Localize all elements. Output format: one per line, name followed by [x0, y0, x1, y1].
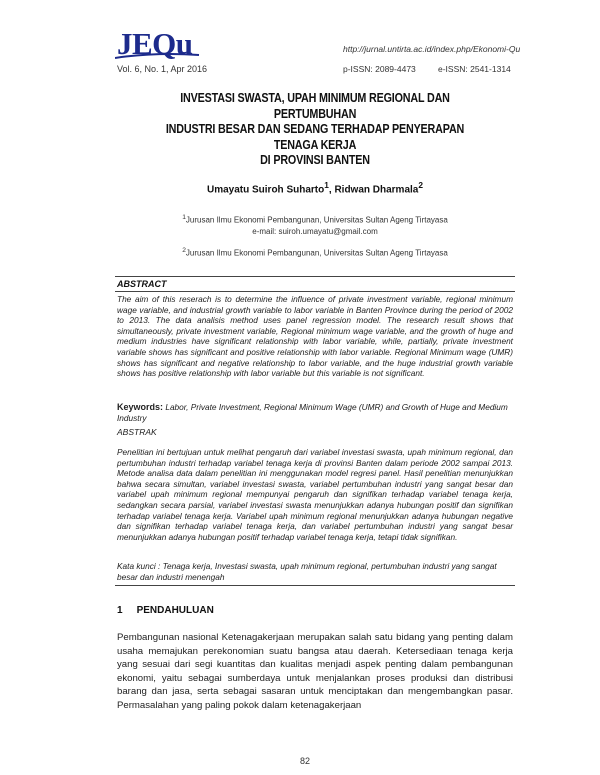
- author-sup: 2: [418, 180, 423, 190]
- author-email[interactable]: e-mail: suiroh.umayatu@gmail.com: [252, 226, 378, 236]
- e-issn: e-ISSN: 2541-1314: [438, 64, 511, 74]
- section-number: 1: [117, 605, 123, 616]
- volume-info: Vol. 6, No. 1, Apr 2016: [117, 64, 208, 74]
- keywords: [117, 402, 513, 423]
- keywords-text: Labor, Private Investment, Regional Minimum Wage (UMR) and Growth of Huge and Medium Industry: [117, 402, 508, 423]
- affiliation-1: [120, 212, 510, 237]
- title-line: INVESTASI SWASTA, UPAH MINIMUM REGIONAL DAN PERTUMBUHAN: [180, 91, 450, 121]
- journal-url[interactable]: http://jurnal.untirta.ac.id/index.php/Ekonomi-Qu: [343, 44, 521, 54]
- author-name: Umayatu Suiroh Suharto: [206, 184, 325, 196]
- p-issn: p-ISSN: 2089-4473: [343, 64, 416, 74]
- divider: [115, 291, 515, 292]
- kata-kunci: Kata kunci : Tenaga kerja, Investasi swasta, upah minimum regional, pertumbuhan industri yang sangat besar dan industri menengah: [117, 561, 497, 582]
- journal-logo: JEQu: [117, 26, 193, 61]
- page-number: 82: [300, 756, 311, 766]
- title-line: INDUSTRI BESAR DAN SEDANG TERHADAP PENYERAPAN TENAGA KERJA: [165, 122, 465, 152]
- author-sup: 1: [324, 180, 329, 190]
- affiliation-sup: 2: [182, 247, 186, 254]
- abstrak-text: Penelitian ini bertujuan untuk melihat pengaruh dari variabel investasi swasta, upah minimum regional, dan pertumbuhan industri terhadap variabel tenaga kerja di provinsi Banten dalam periode 2002 sampai 2013. Metode analisa data dalam penelitian ini menggunakan model regresi panel. Hasil penelitian menunjukkan bahwa secara simultan, variabel investasi swasta, variabel pertumbuhan industri yang sangat besar dan variabel upah minimum regional mempunyai pengaruh dan signifikan terhadap variabel tenaga kerja, sedangkan secara parsial, variabel investasi swasta menunjukkan adanya hubungan positif dan signifikan terhadap variabel tenaga kerja. Variabel upah minimum regional menunjukkan adanya hubungan negative dan signifikan terhadap variabel tenaga kerja, dan variabel pertumbuhan industri yang sangat besar menunjukkan adanya hubungan positif terhadap variabel tenaga kerja, tetapi tidak signifikan.: [117, 447, 513, 542]
- section-body: Pembangunan nasional Ketenagakerjaan merupakan salah satu bidang yang penting dalam usaha memajukan perekonomian suatu bangsa atau daerah. Ketersediaan tenaga kerja yang sesuai dari segi kuantitas dan kualitas menjadi aspek penting dalam pembangunan ekonomi, yaitu sebagai sumberdaya untuk menjalankan proses produksi dan distribusi barang dan jasa, serta sebagai sasaran untuk menciptakan dan mengembangkan pasar. Permasalahan yang paling pokok dalam ketenagakerjaan: [117, 632, 513, 711]
- section-title: PENDAHULUAN: [136, 605, 214, 616]
- article-title: [147, 91, 482, 169]
- abstrak-heading: ABSTRAK: [117, 427, 157, 437]
- abstract-text: The aim of this reserach is to determine the influence of private investment variable, regional minimum wage variable, and industrial growth variable to labor variable in Banten Province during the period of 2002 to 2013. The data analisis method uses panel regression model. The research result shows that simultaneously, private investment variable, Regional minimum wage variable, and the growth of huge and medium industries have significant relationship with labor variable, while, partially, private investment variable shows has significant and positive relationship with labor variable. Regional Minimum wage (UMR) shows has significant and negative relationship to labor variable, and the huge industrial growth variable shows has positive relationship with labor variable but this variable is not significant.: [117, 294, 513, 379]
- authors: [120, 180, 510, 195]
- keywords-label: Keywords:: [117, 402, 164, 412]
- affiliation-2: [120, 245, 510, 259]
- author-name: Ridwan Dharmala: [334, 184, 419, 196]
- abstract-heading: ABSTRACT: [117, 279, 167, 289]
- author-separator: ,: [328, 184, 335, 196]
- divider: [115, 276, 515, 277]
- affiliation-sup: 1: [182, 214, 186, 221]
- logo-swoosh-icon: [115, 52, 200, 60]
- affiliation-text: Jurusan Ilmu Ekonomi Pembangunan, Universitas Sultan Ageng Tirtayasa: [185, 215, 448, 225]
- affiliation-text: Jurusan Ilmu Ekonomi Pembangunan, Universitas Sultan Ageng Tirtayasa: [185, 248, 448, 258]
- section-heading: [117, 605, 214, 616]
- title-line: DI PROVINSI BANTEN: [260, 153, 370, 167]
- divider: [115, 585, 515, 586]
